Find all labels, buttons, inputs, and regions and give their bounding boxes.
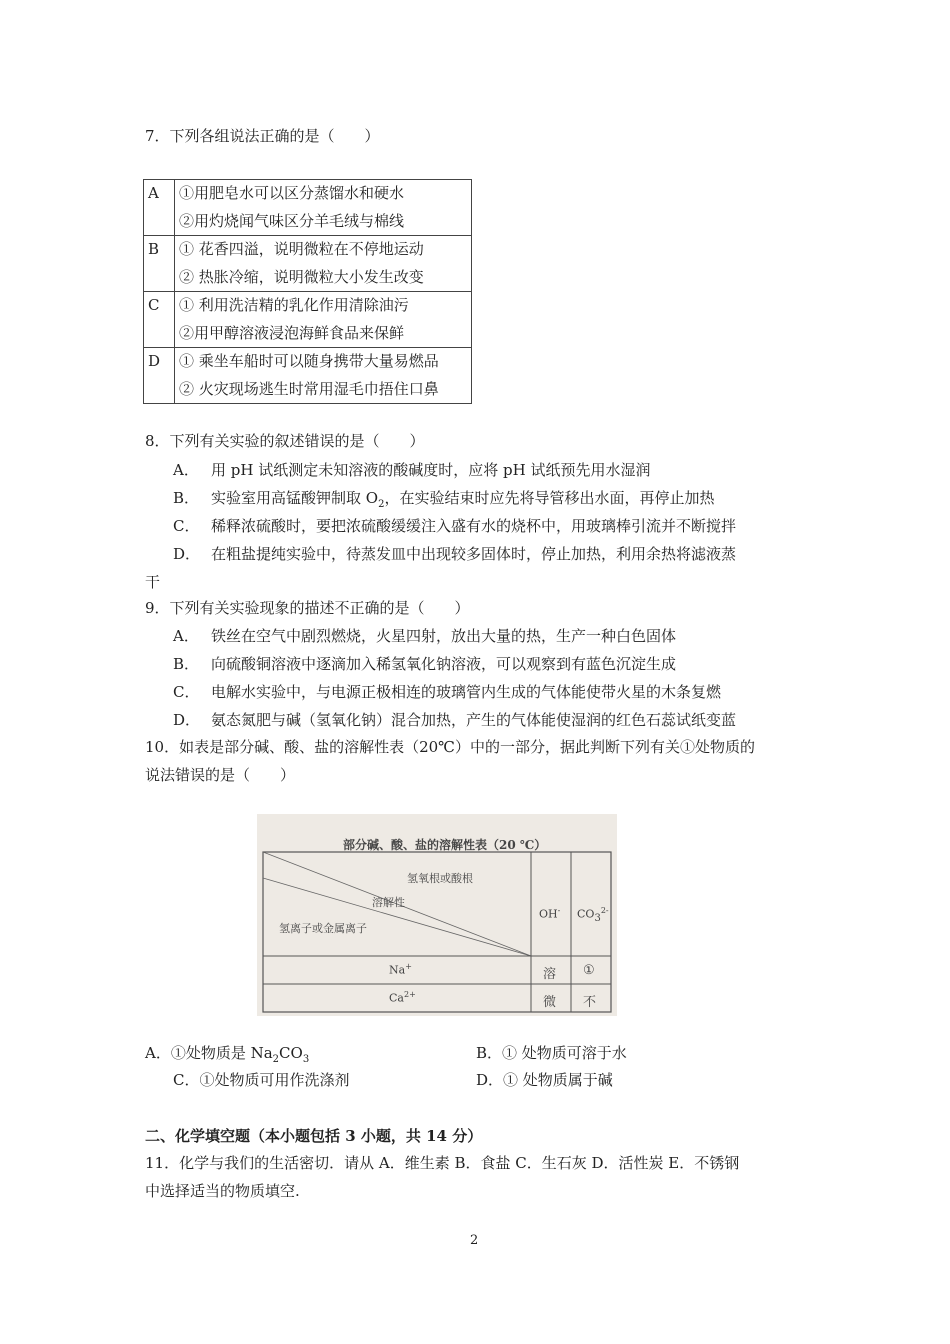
q8-option-d xyxy=(173,543,736,564)
cation-header: 氢离子或金属离子 xyxy=(279,922,367,935)
section-heading: 二、化学填空题（本小题包括 3 小题，共 14 分） xyxy=(145,1127,483,1145)
q7-options-table xyxy=(143,179,472,404)
cell-na-co3: ① xyxy=(583,963,595,978)
cell-ca-co3: 不 xyxy=(583,995,597,1010)
option-letter: C xyxy=(144,292,175,348)
option-text: 铁丝在空气中剧烈燃烧，火星四射，放出大量的热，生产一种白色固体 xyxy=(211,627,677,645)
option-label: A． xyxy=(173,461,199,479)
q11-line2: 中选择适当的物质填空. xyxy=(145,1182,300,1200)
subscript: 2 xyxy=(378,499,385,510)
q8-option-b xyxy=(173,487,714,510)
q10-option-a xyxy=(145,1042,309,1065)
option-letter: A xyxy=(144,180,175,236)
option-content xyxy=(175,180,472,236)
q10-stem-line1: 10．如表是部分碱、酸、盐的溶解性表（20℃）中的一部分，据此判断下列有关①处物质的 xyxy=(145,738,755,756)
option-label: C． xyxy=(173,517,200,535)
option-content xyxy=(175,292,472,348)
option-line: ① 花香四溢，说明微粒在不停地运动 xyxy=(179,240,424,258)
option-line: ② 火灾现场逃生时常用湿毛巾捂住口鼻 xyxy=(179,379,439,398)
option-text: 电解水实验中，与电源正极相连的玻璃管内生成的气体能使带火星的木条复燃 xyxy=(211,683,722,701)
option-label: D． xyxy=(173,545,201,563)
row-header-text: Na xyxy=(389,963,406,977)
cell-na-oh: 溶 xyxy=(543,967,557,982)
subscript: 3 xyxy=(302,1054,310,1065)
option-letter: B xyxy=(144,236,175,292)
row-header-na xyxy=(389,962,412,977)
subscript: 2 xyxy=(272,1054,280,1065)
q9-option-b xyxy=(173,653,676,674)
row-header-ca xyxy=(389,990,416,1005)
option-line: ② 热胀冷缩，说明微粒大小发生改变 xyxy=(179,267,424,286)
q10-option-d: D．① 处物质属于碱 xyxy=(476,1071,613,1089)
anion-header: 氢氧根或酸根 xyxy=(407,872,473,885)
option-line: ①用肥皂水可以区分蒸馏水和硬水 xyxy=(179,184,405,202)
table-row xyxy=(144,236,472,292)
option-text: 实验室用高锰酸钾制取 O xyxy=(211,489,379,507)
option-letter: D xyxy=(144,348,175,404)
q10-option-b: B．① 处物质可溶于水 xyxy=(476,1044,627,1062)
option-line: ②用甲醇溶液浸泡海鲜食品来保鲜 xyxy=(179,323,405,342)
option-label: B． xyxy=(173,655,200,673)
option-text: CO xyxy=(279,1044,303,1062)
q8-option-d-wrap: 干 xyxy=(145,573,161,591)
subscript: 3 xyxy=(594,912,601,924)
option-text: 在粗盐提纯实验中，待蒸发皿中出现较多固体时，停止加热，利用余热将滤液蒸 xyxy=(211,545,737,563)
option-label: C． xyxy=(173,683,200,701)
option-label: B． xyxy=(173,489,200,507)
table-row xyxy=(144,348,472,404)
option-line: ① 利用洗洁精的乳化作用清除油污 xyxy=(179,296,409,314)
q11-line1: 11．化学与我们的生活密切．请从 A．维生素 B．食盐 C．生石灰 D．活性炭 E．不锈钢 xyxy=(145,1154,740,1172)
q9-option-c xyxy=(173,681,721,702)
solubility-table-image xyxy=(257,814,617,1016)
col-header-oh xyxy=(539,906,560,921)
q9-option-a xyxy=(173,625,676,646)
superscript: + xyxy=(405,962,412,971)
q10-stem-line2: 说法错误的是（ ） xyxy=(145,766,296,784)
superscript: - xyxy=(557,906,561,915)
option-content xyxy=(175,236,472,292)
option-text: 向硫酸铜溶液中逐滴加入稀氢氧化钠溶液，可以观察到有蓝色沉淀生成 xyxy=(211,655,677,673)
option-label: A． xyxy=(173,627,199,645)
q8-option-a xyxy=(173,459,650,480)
table-row xyxy=(144,292,472,348)
q8-stem: 8．下列有关实验的叙述错误的是（ ） xyxy=(145,432,425,450)
q8-option-c xyxy=(173,515,736,536)
option-line: ②用灼烧闻气味区分羊毛绒与棉线 xyxy=(179,211,405,230)
option-text: 氨态氮肥与碱（氢氧化钠）混合加热，产生的气体能使湿润的红色石蕊试纸变蓝 xyxy=(211,711,737,729)
q9-option-d xyxy=(173,709,736,730)
solubility-header: 溶解性 xyxy=(372,896,405,909)
q9-stem: 9．下列有关实验现象的描述不正确的是（ ） xyxy=(145,599,470,617)
table-row xyxy=(144,180,472,236)
q7-stem: 7．下列各组说法正确的是（ ） xyxy=(145,127,380,145)
option-text: A．①处物质是 Na xyxy=(145,1044,273,1062)
superscript: 2- xyxy=(600,906,609,915)
col-header-text: OH xyxy=(539,907,558,921)
cell-ca-oh: 微 xyxy=(543,995,557,1010)
table-title: 部分碱、酸、盐的溶解性表（20 ℃） xyxy=(343,838,547,852)
col-header-text: CO xyxy=(577,907,595,921)
page-number: 2 xyxy=(470,1233,479,1248)
option-text: ，在实验结束时应先将导管移出水面，再停止加热 xyxy=(384,489,715,507)
q10-option-c: C．①处物质可用作洗涤剂 xyxy=(173,1071,350,1089)
col-header-co3 xyxy=(577,906,609,924)
option-line: ① 乘坐车船时可以随身携带大量易燃品 xyxy=(179,352,439,370)
option-text: 稀释浓硫酸时，要把浓硫酸缓缓注入盛有水的烧杯中，用玻璃棒引流并不断搅拌 xyxy=(211,517,737,535)
option-label: D． xyxy=(173,711,201,729)
option-text: 用 pH 试纸测定未知溶液的酸碱度时，应将 pH 试纸预先用水湿润 xyxy=(211,461,651,479)
option-content xyxy=(175,348,472,404)
row-header-text: Ca xyxy=(389,991,404,1005)
superscript: 2+ xyxy=(403,990,416,999)
